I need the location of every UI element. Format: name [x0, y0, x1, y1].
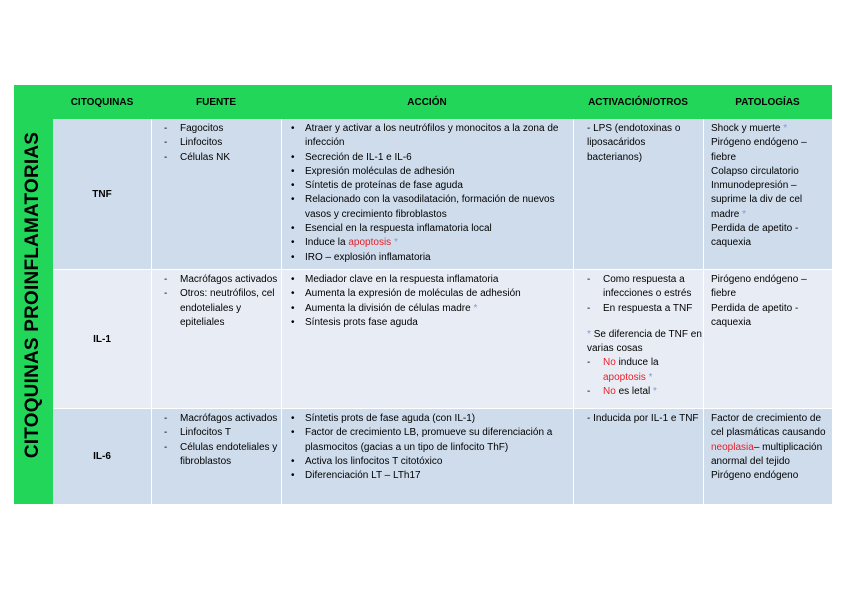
list-item: [587, 356, 703, 385]
cytokine-name: IL-6: [93, 451, 111, 462]
header-activacion: ACTIVACIÓN/OTROS: [588, 96, 688, 108]
list-item: - Fagocitos: [164, 122, 281, 136]
patologias-cell: [703, 119, 832, 269]
list-item: [587, 385, 703, 399]
patologias-cell: [703, 270, 832, 408]
neoplasia-text: neoplasia: [711, 441, 754, 453]
star-mark: *: [587, 328, 591, 340]
patologia-text: Factor de crecimiento de cel plasmáticas causando: [711, 413, 826, 439]
list-item: • Relacionado con la vasodilatación, formación de nuevos vasos y crecimiento fibroblastos: [291, 193, 573, 222]
induce-text: Induce la: [305, 237, 346, 249]
header-row: [53, 85, 832, 119]
patologia-text: Inmunodepresión – suprime la div de cel madre: [711, 180, 803, 220]
list-item: • Síntesis prots fase aguda: [291, 316, 573, 330]
diff-text: es letal: [618, 386, 651, 398]
patologia-item: [711, 122, 832, 136]
accion-cell: [281, 119, 573, 269]
header-citoquinas: CITOQUINAS: [70, 96, 134, 108]
star-mark: *: [473, 302, 478, 314]
no-text: No: [603, 386, 616, 398]
list-item: - Células endoteliales y fibroblastos: [164, 441, 281, 470]
list-item: - Macrófagos activados: [164, 412, 281, 426]
list-item: - En respuesta a TNF: [587, 302, 703, 316]
cytokine-name: TNF: [92, 188, 112, 200]
patologia-item: [711, 412, 832, 469]
star-mark: *: [648, 371, 653, 383]
table-row-il6: [53, 409, 832, 504]
list-item: - Células NK: [164, 151, 281, 165]
list-item: • Secreción de IL-1 e IL-6: [291, 151, 573, 165]
list-item: • Mediador clave en la respuesta inflamatoria: [291, 273, 573, 287]
patologia-item: Pirógeno endógeno: [711, 470, 799, 482]
list-item: • Síntetis de proteínas de fase aguda: [291, 179, 573, 193]
side-title: CITOQUINAS PROINFLAMATORIAS: [22, 131, 44, 458]
header-patologias: PATOLOGÍAS: [735, 96, 800, 108]
table-row-il1: [53, 270, 832, 408]
list-item: • Diferenciación LT – LTh17: [291, 469, 573, 483]
activacion-text: - LPS (endotoxinas o liposacáridos bacterianos): [587, 123, 681, 163]
difference-note: [587, 328, 703, 357]
list-item: • Expresión moléculas de adhesión: [291, 165, 573, 179]
star-mark: *: [393, 237, 398, 249]
activacion-cell: [573, 119, 703, 269]
patologia-item: Perdida de apetito - caquexia: [711, 302, 799, 328]
list-item: [291, 236, 573, 250]
patologia-item: Pirógeno endógeno – fiebre: [711, 274, 807, 300]
apoptosis-text: apoptosis: [348, 237, 392, 249]
header-accion: ACCIÓN: [407, 96, 447, 108]
list-item: • Aumenta la expresión de moléculas de adhesión: [291, 287, 573, 301]
list-item: • Atraer y activar a los neutrófilos y monocitos a la zona de infección: [291, 122, 573, 151]
list-item: • Factor de crecimiento LB, promueve su diferenciación a plasmocitos (gacias a un tipo de linfocito ThF): [291, 426, 573, 455]
patologias-cell: [703, 409, 832, 504]
accion-text: Aumenta la división de células madre: [305, 302, 471, 314]
patologia-item: Perdida de apetito - caquexia: [711, 223, 799, 249]
fuente-cell: [151, 270, 281, 408]
star-mark: *: [783, 123, 788, 134]
list-item: - Otros: neutrófilos, cel endoteliales y epiteliales: [164, 287, 281, 330]
fuente-cell: [151, 409, 281, 504]
note-text: Se diferencia de TNF en varias cosas: [587, 328, 702, 355]
activacion-cell: [573, 409, 703, 504]
accion-cell: [281, 270, 573, 408]
patologia-item: Colapso circulatorio: [711, 165, 799, 177]
cytokine-name: IL-1: [93, 333, 111, 345]
list-item: - Macrófagos activados: [164, 273, 281, 287]
list-item: • Activa los linfocitos T citotóxico: [291, 455, 573, 469]
patologia-text: – multiplicación anormal del tejido: [711, 441, 823, 467]
header-fuente: FUENTE: [196, 96, 236, 108]
list-item: • Síntetis prots de fase aguda (con IL-1): [291, 412, 573, 426]
patologia-item: Pirógeno endógeno – fiebre: [711, 137, 807, 163]
side-title-band: [14, 85, 53, 504]
patologia-item: [711, 179, 832, 222]
activacion-text: - Inducida por IL-1 e TNF: [587, 413, 699, 424]
apoptosis-text: apoptosis: [603, 371, 646, 383]
patologia-text: Shock y muerte: [711, 123, 781, 134]
table-row-tnf: [53, 119, 832, 269]
fuente-cell: [151, 119, 281, 269]
list-item: - Linfocitos T: [164, 426, 281, 440]
list-item: [291, 302, 573, 316]
activacion-cell: [573, 270, 703, 408]
diff-text: induce la: [618, 357, 659, 369]
list-item: • Esencial en la respuesta inflamatoria local: [291, 222, 573, 236]
star-mark: *: [742, 208, 747, 220]
list-item: - Como respuesta a infecciones o estrés: [587, 273, 703, 302]
list-item: - Linfocitos: [164, 136, 281, 150]
star-mark: *: [653, 386, 657, 398]
list-item: • IRO – explosión inflamatoria: [291, 251, 573, 265]
accion-cell: [281, 409, 573, 504]
no-text: No: [603, 357, 616, 369]
